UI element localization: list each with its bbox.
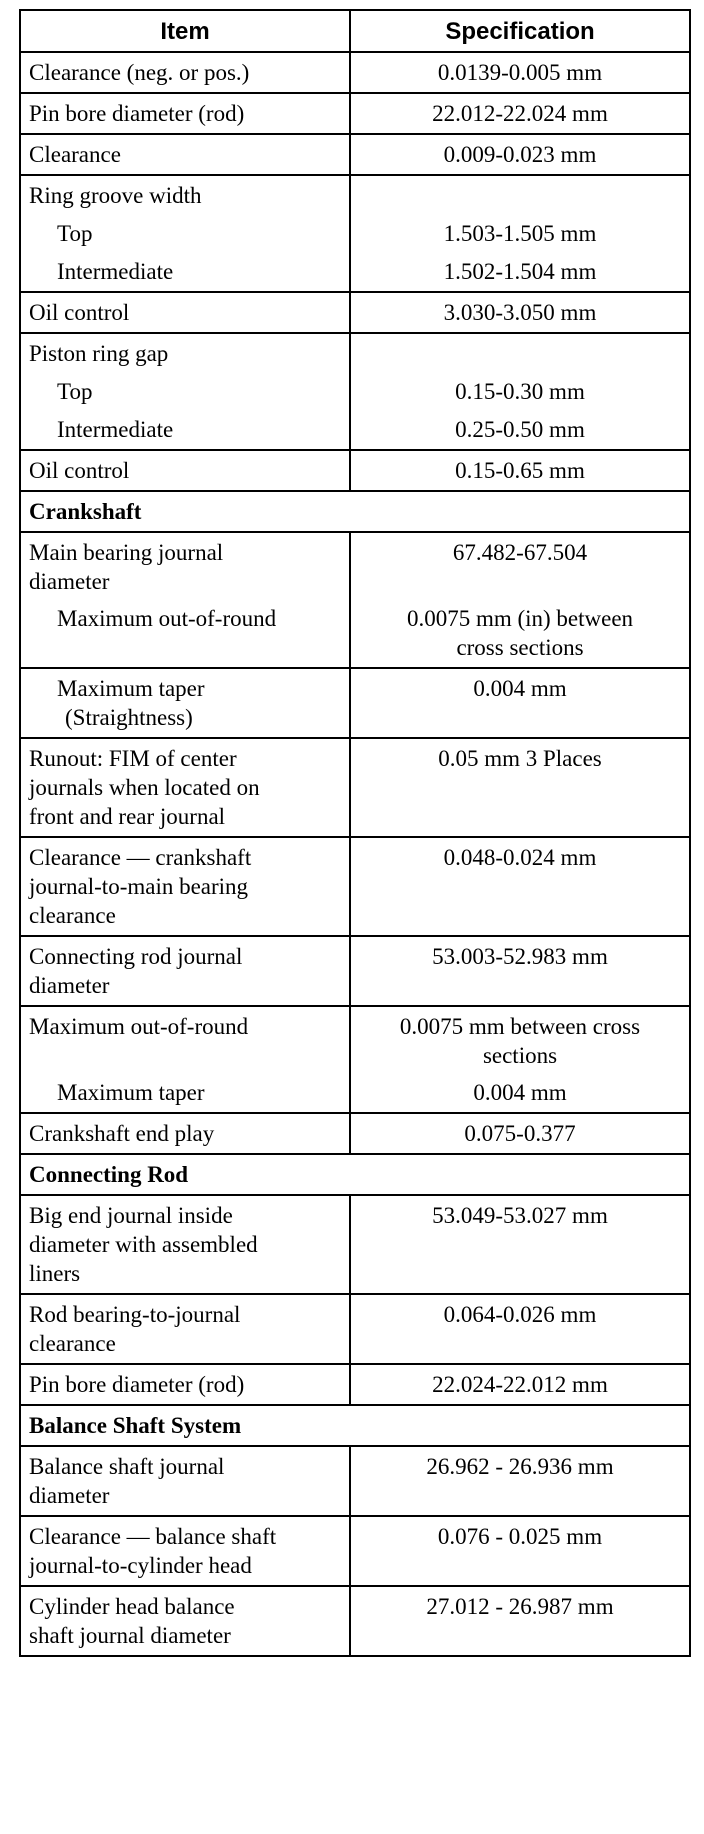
item-column-header: Item bbox=[20, 10, 350, 52]
table-row bbox=[20, 450, 690, 491]
item-line: (Straightness) bbox=[65, 705, 193, 730]
item-cell bbox=[20, 738, 350, 837]
spec-cell bbox=[350, 175, 690, 292]
table-row bbox=[20, 1294, 690, 1364]
spec-value: cross sections bbox=[456, 635, 584, 660]
item-cell: Crankshaft end play bbox=[20, 1113, 350, 1154]
item-sub: Top bbox=[57, 379, 93, 404]
item-line: Main bearing journal bbox=[29, 540, 224, 565]
item-line: clearance bbox=[29, 903, 116, 928]
item-line: journal-to-cylinder head bbox=[29, 1553, 252, 1578]
spec-cell: 0.064-0.026 mm bbox=[350, 1294, 690, 1364]
item-cell bbox=[20, 532, 350, 668]
item-line: Maximum out-of-round bbox=[29, 1014, 249, 1039]
item-title: Piston ring gap bbox=[29, 341, 169, 366]
spec-value: 1.502-1.504 mm bbox=[443, 259, 597, 284]
item-line: front and rear journal bbox=[29, 804, 226, 829]
specification-column-header: Specification bbox=[350, 10, 690, 52]
item-cell: Clearance (neg. or pos.) bbox=[20, 52, 350, 93]
table-row bbox=[20, 52, 690, 93]
item-line: journals when located on bbox=[29, 775, 260, 800]
spec-cell: 0.076 - 0.025 mm bbox=[350, 1516, 690, 1586]
item-line: diameter bbox=[29, 1483, 110, 1508]
item-cell bbox=[20, 837, 350, 936]
item-line: diameter bbox=[29, 569, 110, 594]
spec-cell: 22.012-22.024 mm bbox=[350, 93, 690, 134]
spec-cell bbox=[350, 333, 690, 450]
table-row bbox=[20, 93, 690, 134]
spec-cell: 0.05 mm 3 Places bbox=[350, 738, 690, 837]
spec-cell: 0.048-0.024 mm bbox=[350, 837, 690, 936]
item-cell bbox=[20, 1516, 350, 1586]
item-sub: Maximum out-of-round bbox=[57, 606, 277, 631]
table-row bbox=[20, 738, 690, 837]
spec-cell: 0.009-0.023 mm bbox=[350, 134, 690, 175]
item-line: Clearance — crankshaft bbox=[29, 845, 252, 870]
item-cell bbox=[20, 1586, 350, 1656]
spec-value: 0.15-0.30 mm bbox=[455, 379, 585, 404]
spec-value: 0.25-0.50 mm bbox=[455, 417, 585, 442]
section-row-balance-shaft bbox=[20, 1405, 690, 1446]
item-sub: Intermediate bbox=[57, 259, 174, 284]
spec-cell: 0.004 mm bbox=[350, 668, 690, 738]
item-cell bbox=[20, 175, 350, 292]
item-cell bbox=[20, 936, 350, 1006]
spec-cell bbox=[350, 532, 690, 668]
spec-value: 1.503-1.505 mm bbox=[443, 221, 597, 246]
spec-cell: 53.003-52.983 mm bbox=[350, 936, 690, 1006]
table-row bbox=[20, 1006, 690, 1113]
spec-cell bbox=[350, 1006, 690, 1113]
spec-cell: 27.012 - 26.987 mm bbox=[350, 1586, 690, 1656]
item-line: Balance shaft journal bbox=[29, 1454, 225, 1479]
item-sub: Intermediate bbox=[57, 417, 174, 442]
item-line: Rod bearing-to-journal bbox=[29, 1302, 241, 1327]
spec-value: 0.0075 mm (in) between bbox=[406, 606, 634, 631]
item-cell bbox=[20, 1195, 350, 1294]
item-cell: Clearance bbox=[20, 134, 350, 175]
table-row bbox=[20, 175, 690, 292]
item-cell bbox=[20, 668, 350, 738]
spec-value: 0.004 mm bbox=[473, 1080, 567, 1105]
item-cell bbox=[20, 333, 350, 450]
table-row bbox=[20, 292, 690, 333]
section-title: Balance Shaft System bbox=[20, 1405, 690, 1446]
spec-cell: 3.030-3.050 mm bbox=[350, 292, 690, 333]
item-cell bbox=[20, 1446, 350, 1516]
item-cell: Oil control bbox=[20, 292, 350, 333]
table-row bbox=[20, 936, 690, 1006]
table-row bbox=[20, 1446, 690, 1516]
table-row bbox=[20, 668, 690, 738]
table-row bbox=[20, 1364, 690, 1405]
spec-cell: 22.024-22.012 mm bbox=[350, 1364, 690, 1405]
item-line: diameter with assembled bbox=[29, 1232, 258, 1257]
item-cell: Pin bore diameter (rod) bbox=[20, 93, 350, 134]
item-line: Cylinder head balance bbox=[29, 1594, 235, 1619]
item-line: Runout: FIM of center bbox=[29, 746, 237, 771]
item-line: shaft journal diameter bbox=[29, 1623, 231, 1648]
item-line: Maximum taper bbox=[57, 676, 205, 701]
item-line: Connecting rod journal bbox=[29, 944, 243, 969]
table-row bbox=[20, 1195, 690, 1294]
item-line: liners bbox=[29, 1261, 81, 1286]
item-sub: Top bbox=[57, 221, 93, 246]
spec-value: 67.482-67.504 bbox=[452, 540, 588, 565]
item-cell: Pin bore diameter (rod) bbox=[20, 1364, 350, 1405]
spec-value: sections bbox=[482, 1043, 558, 1068]
table-row bbox=[20, 837, 690, 936]
table-row bbox=[20, 1516, 690, 1586]
table-row bbox=[20, 1586, 690, 1656]
spec-cell: 0.075-0.377 bbox=[350, 1113, 690, 1154]
header-row bbox=[20, 10, 690, 52]
item-line: Big end journal inside bbox=[29, 1203, 233, 1228]
table-row bbox=[20, 333, 690, 450]
table-row bbox=[20, 134, 690, 175]
section-row-connecting-rod bbox=[20, 1154, 690, 1195]
section-row-crankshaft bbox=[20, 491, 690, 532]
table-row bbox=[20, 1113, 690, 1154]
section-title: Crankshaft bbox=[20, 491, 690, 532]
item-cell: Oil control bbox=[20, 450, 350, 491]
item-line: clearance bbox=[29, 1331, 116, 1356]
item-sub: Maximum taper bbox=[57, 1080, 205, 1105]
item-cell bbox=[20, 1294, 350, 1364]
table-row bbox=[20, 532, 690, 668]
spec-value: 0.0075 mm between cross bbox=[399, 1014, 641, 1039]
spec-cell: 0.15-0.65 mm bbox=[350, 450, 690, 491]
specification-table bbox=[19, 9, 691, 1657]
spec-cell: 0.0139-0.005 mm bbox=[350, 52, 690, 93]
item-line: diameter bbox=[29, 973, 110, 998]
spec-cell: 26.962 - 26.936 mm bbox=[350, 1446, 690, 1516]
item-line: Clearance — balance shaft bbox=[29, 1524, 277, 1549]
item-line: journal-to-main bearing bbox=[29, 874, 249, 899]
item-title: Ring groove width bbox=[29, 183, 202, 208]
item-cell bbox=[20, 1006, 350, 1113]
spec-cell: 53.049-53.027 mm bbox=[350, 1195, 690, 1294]
section-title: Connecting Rod bbox=[20, 1154, 690, 1195]
